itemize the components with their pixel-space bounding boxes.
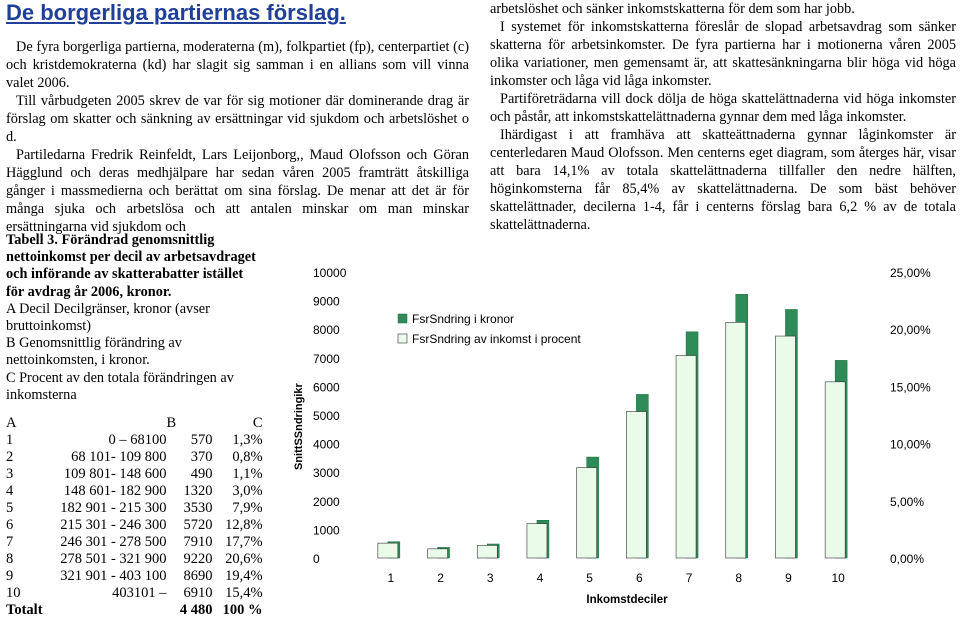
table-total-row: [6, 602, 263, 619]
cell-change-kr: 490: [190, 466, 213, 482]
x-tick-label: 3: [486, 571, 494, 585]
cell-decile: 1: [6, 432, 14, 448]
y-right-tick-label: 25,00%: [890, 266, 931, 280]
cell-decile: 3: [6, 466, 14, 482]
header-spacer: [43, 415, 167, 432]
page-title: De borgerliga partiernas förslag.: [6, 0, 346, 25]
cell-change-kr: 8690: [183, 568, 213, 584]
cell-percent: 17,7%: [225, 534, 263, 550]
x-tick-label: 10: [831, 571, 845, 585]
cell-percent: 12,8%: [225, 517, 263, 533]
y-left-tick-label: 9000: [313, 294, 340, 309]
left-column: [6, 38, 469, 236]
cell-change-kr: 7910: [183, 534, 213, 550]
cell-decile: 8: [6, 551, 14, 567]
caption-heading: Tabell 3. Förändrad genomsnittlig nettoinkomst per decil av arbetsavdraget och införande av skatterabatter istället för avdrag år 2006, kronor.: [6, 232, 256, 300]
bar-percent: [428, 549, 448, 558]
table-row: [6, 500, 263, 517]
x-tick-label: 7: [685, 571, 693, 585]
bar-percent: [477, 545, 497, 558]
x-axis-label: Inkomstdeciler: [586, 594, 668, 606]
cell-decile: 4: [6, 483, 14, 499]
cell-range: 215 301 - 246 300: [60, 517, 167, 533]
cell-percent: 20,6%: [225, 551, 263, 567]
right-paragraph-4: Ihärdigast i att framhäva att skatteättnaderna gynnar låginkomster är centerledaren Maud Olofsson. Men centerns eget diagram, som återges här, visar att bara 14,1% av totala skattelättnaderna tillfaller den nedre hälften, höginkomsterna får 85,4% av skattelättnaderna. De som bäst behöver skattelättnader, decilerna 1-4, får i centerns förslag bara 6,2 % av de totala skattelättnaderna.: [490, 127, 956, 233]
bar-percent: [726, 322, 746, 558]
table-row: [6, 449, 263, 466]
cell-range: 278 501 - 321 900: [60, 551, 167, 567]
total-label: Totalt: [6, 602, 43, 618]
y-left-tick-label: 10000: [313, 266, 347, 280]
cell-decile: 9: [6, 568, 14, 584]
header-b: B: [166, 415, 177, 431]
y-left-tick-label: 5000: [313, 409, 340, 423]
decile-table: [6, 415, 263, 619]
cell-range: 321 901 - 403 100: [60, 568, 167, 584]
cell-decile: 6: [6, 517, 14, 533]
cell-range: 148 601- 182 900: [63, 483, 167, 499]
legend-swatch-percent: [398, 334, 407, 343]
cell-change-kr: 5720: [183, 517, 213, 533]
cell-range: 68 101- 109 800: [71, 449, 167, 465]
x-tick-label: 1: [387, 571, 395, 585]
cell-percent: 1,3%: [232, 432, 263, 448]
y-left-tick-label: 0: [313, 552, 320, 566]
x-tick-label: 4: [536, 571, 544, 585]
table-row: [6, 466, 263, 483]
legend-swatch-kronor: [398, 314, 407, 323]
caption-line-b: B Genomsnittlig förändring av nettoinkomsten, i kronor.: [6, 335, 182, 369]
y-left-tick-label: 7000: [313, 351, 340, 366]
cell-decile: 5: [6, 500, 14, 516]
caption-line-c: C Procent av den totala förändringen av inkomsterna: [6, 369, 234, 403]
x-tick-label: 2: [437, 571, 444, 585]
x-tick-label: 5: [586, 571, 593, 585]
cell-change-kr: 3530: [183, 500, 213, 516]
caption-line-a: A Decil Decilgränser, kronor (avser bruttoinkomst): [6, 300, 210, 335]
x-tick-label: 6: [636, 571, 643, 585]
budget-paragraph: Till vårbudgeten 2005 skrev de var för sig motioner där dominerande drag är förslag om skatter och sänkning av ersättningar vid sjukdom och arbetslöshet o d.: [6, 93, 469, 145]
y-left-tick-label: 8000: [313, 323, 340, 338]
table-row: [6, 585, 263, 602]
bar-percent: [775, 336, 795, 558]
cell-range: 109 801- 148 600: [63, 466, 167, 482]
cell-range: 0 – 68100: [108, 432, 167, 448]
decile-bar-chart: [280, 240, 960, 623]
total-percent: 100 %: [222, 602, 263, 618]
cell-change-kr: 570: [190, 432, 213, 448]
x-tick-label: 8: [735, 571, 743, 585]
bar-percent: [378, 543, 398, 558]
leaders-paragraph: Partiledarna Fredrik Reinfeldt, Lars Leijonborg,, Maud Olofsson och Göran Hägglund och deras medhjälpare har sedan våren 2005 framträtt åtskilliga gånger i massmedierna och berättat om sina förslag. De menar att det är för många sjuka och arbetslösa och att antalen minskar om man minskar ersättningarna vid sjukdom och: [6, 147, 469, 235]
y-left-tick-label: 4000: [313, 437, 340, 452]
y-left-tick-label: 2000: [313, 494, 340, 509]
cell-percent: 3,0%: [232, 483, 263, 499]
header-a: A: [6, 415, 17, 431]
total-change-kr: 4 480: [179, 602, 213, 618]
right-paragraph-3: Partiföreträdarna vill dock dölja de höga skattelättnaderna vid höga inkomster och påstår, att inkomstskattelättnaderna gynnar dem med låga inkomster.: [490, 91, 956, 125]
bar-percent: [527, 524, 547, 558]
table-header-row: [6, 415, 263, 432]
legend-label-percent: FsrSndring av inkomst i procent: [412, 332, 581, 346]
cell-range: 246 301 - 278 500: [60, 534, 167, 550]
bar-percent: [676, 356, 696, 558]
table-row: [6, 517, 263, 534]
table-row: [6, 432, 263, 449]
cell-decile: 10: [6, 585, 21, 601]
y-right-tick-label: 15,00%: [890, 380, 931, 395]
right-column: [490, 0, 956, 234]
cell-percent: 0,8%: [232, 449, 263, 465]
cell-decile: 2: [6, 449, 14, 465]
cell-percent: 1,1%: [232, 466, 263, 482]
legend-label-kronor: FsrSndring i kronor: [412, 312, 515, 326]
y-axis-label: SnittSSndringikr: [293, 383, 305, 470]
cell-change-kr: 370: [190, 449, 213, 465]
cell-range: 403101 –: [112, 585, 167, 601]
bar-percent: [577, 468, 597, 558]
cell-percent: 19,4%: [225, 568, 263, 584]
cell-change-kr: 6910: [183, 585, 213, 601]
table-row: [6, 551, 263, 568]
cell-change-kr: 9220: [183, 551, 213, 567]
bar-percent: [825, 382, 845, 558]
cell-decile: 7: [6, 534, 14, 550]
cell-percent: 15,4%: [225, 585, 263, 601]
total-spacer: [43, 602, 167, 619]
y-left-tick-label: 1000: [313, 523, 340, 538]
table-row: [6, 483, 263, 500]
cell-change-kr: 1320: [183, 483, 213, 499]
y-right-tick-label: 5,00%: [890, 494, 925, 509]
header-c: C: [252, 415, 263, 431]
cell-range: 182 901 - 215 300: [60, 500, 167, 516]
y-left-tick-label: 6000: [313, 380, 340, 395]
y-right-tick-label: 10,00%: [890, 437, 931, 452]
y-right-tick-label: 0,00%: [890, 552, 925, 566]
bar-percent: [626, 412, 646, 558]
right-paragraph-1: arbetslöshet och sänker inkomstskatterna för dem som har jobb.: [490, 1, 855, 17]
table-row: [6, 568, 263, 585]
x-tick-label: 9: [785, 571, 792, 585]
table-caption: [6, 232, 260, 404]
intro-paragraph: De fyra borgerliga partierna, moderaterna (m), folkpartiet (fp), centerpartiet (c) och kristdemokraterna (kd) har slagit sig samman i en allians som vill vinna valet 2006.: [6, 39, 469, 91]
y-left-tick-label: 3000: [313, 466, 340, 481]
right-paragraph-2: I systemet för inkomstskatterna föreslår de slopad arbetsavdrag som sänker skatterna för arbetsinkomster. De fyra partierna har i motionerna våren 2005 olika variationer, men gemensamt är, att skattesänkningarna blir höga vid höga inkomster och låga vid låga inkomster.: [490, 19, 956, 89]
y-right-tick-label: 20,00%: [890, 323, 931, 338]
table-row: [6, 534, 263, 551]
cell-percent: 7,9%: [232, 500, 263, 516]
